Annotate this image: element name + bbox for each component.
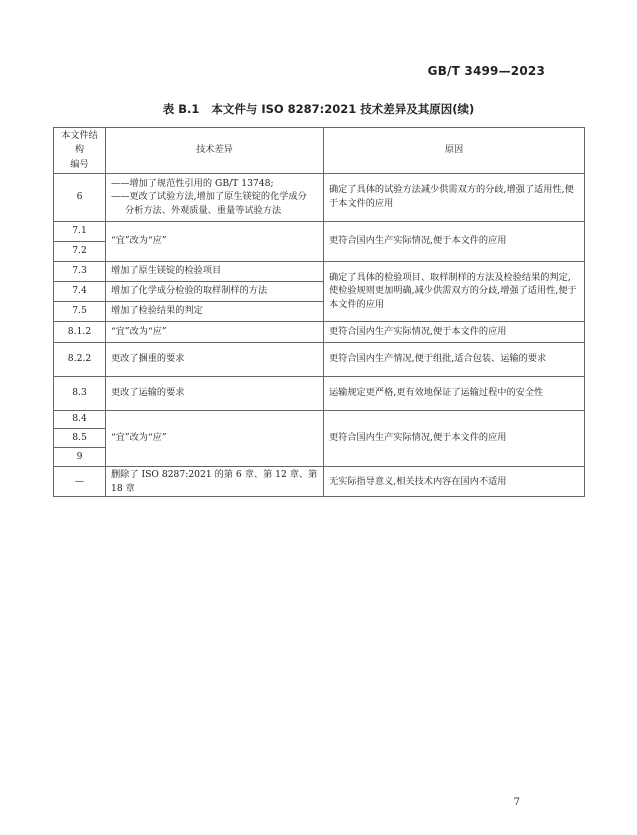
difference-cell: 增加了原生镁锭的检验项目 — [106, 261, 324, 281]
clause-cell: 7.1 — [54, 221, 106, 241]
page-number: 7 — [513, 797, 520, 808]
table-header-row — [54, 128, 585, 174]
table-row — [54, 342, 585, 376]
clause-cell: 8.3 — [54, 376, 106, 410]
table-row — [54, 173, 585, 221]
standard-code: GB/T 3499—2023 — [427, 64, 545, 78]
difference-cell: “宜”改为“应” — [106, 221, 324, 261]
reason-cell: 确定了具体的检验项目、取样制样的方法及检验结果的判定,使检验规则更加明确,减少供需双方的分歧,增强了适用性,便于本文件的应用 — [324, 261, 585, 321]
reason-cell: 更符合国内生产实际情况,便于本文件的应用 — [324, 410, 585, 466]
clause-cell: 6 — [54, 173, 106, 221]
difference-cell: 更改了捆重的要求 — [106, 342, 324, 376]
clause-cell: 8.5 — [54, 428, 106, 447]
clause-cell: 7.5 — [54, 301, 106, 321]
difference-cell: 删除了 ISO 8287:2021 的第 6 章、第 12 章、第 18 章 — [106, 466, 324, 497]
clause-cell: 7.4 — [54, 281, 106, 301]
reason-cell: 更符合国内生产实际情况,便于本文件的应用 — [324, 221, 585, 261]
reason-cell: 更符合国内生产情况,便于组批,适合包装、运输的要求 — [324, 342, 585, 376]
clause-cell: 9 — [54, 447, 106, 466]
clause-cell: 7.2 — [54, 241, 106, 261]
difference-cell: 更改了运输的要求 — [106, 376, 324, 410]
difference-cell: ——增加了规范性引用的 GB/T 13748; ——更改了试验方法,增加了原生镁锭的化学成分 分析方法、外观质量、重量等试验方法 — [106, 173, 324, 221]
technical-differences-table — [53, 127, 585, 497]
reason-cell: 运输规定更严格,更有效地保证了运输过程中的安全性 — [324, 376, 585, 410]
difference-cell: “宜”改为“应” — [106, 410, 324, 466]
table-row — [54, 221, 585, 241]
clause-cell: 8.4 — [54, 410, 106, 428]
header-reason: 原因 — [324, 128, 585, 174]
table-row — [54, 261, 585, 281]
difference-cell: 增加了化学成分检验的取样制样的方法 — [106, 281, 324, 301]
clause-cell: — — [54, 466, 106, 497]
table-caption-label: 表 B.1 — [162, 102, 200, 116]
header-difference: 技术差异 — [106, 128, 324, 174]
clause-cell: 8.2.2 — [54, 342, 106, 376]
table-row — [54, 376, 585, 410]
reason-cell: 无实际指导意义,相关技术内容在国内不适用 — [324, 466, 585, 497]
clause-cell: 7.3 — [54, 261, 106, 281]
table-row — [54, 466, 585, 497]
table-row — [54, 321, 585, 342]
header-clause: 本文件结构 编号 — [54, 128, 106, 174]
difference-cell: “宜”改为“应” — [106, 321, 324, 342]
table-row — [54, 410, 585, 428]
table-caption-title: 本文件与 ISO 8287:2021 技术差异及其原因(续) — [211, 102, 475, 116]
clause-cell: 8.1.2 — [54, 321, 106, 342]
reason-cell: 更符合国内生产实际情况,便于本文件的应用 — [324, 321, 585, 342]
table-caption — [0, 101, 637, 117]
difference-cell: 增加了检验结果的判定 — [106, 301, 324, 321]
reason-cell: 确定了具体的试验方法减少供需双方的分歧,增强了适用性,便于本文件的应用 — [324, 173, 585, 221]
